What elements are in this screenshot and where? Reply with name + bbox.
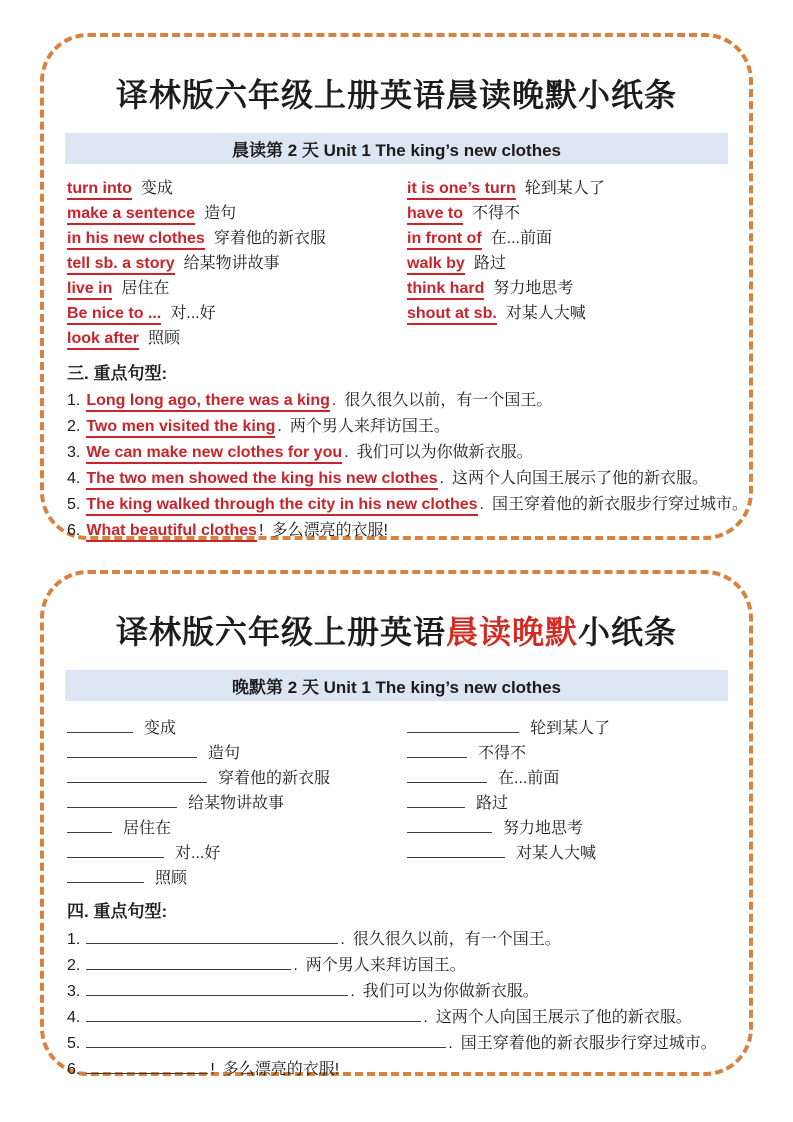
sentence-punctuation: .	[293, 957, 298, 974]
sentence-answer-blank	[86, 927, 338, 944]
sentence-answer-blank	[86, 1005, 421, 1022]
blank-chinese: 路过	[476, 795, 509, 812]
sentence-item	[67, 389, 749, 415]
sentence-punctuation: .	[331, 392, 337, 409]
sentence-answer-blank	[86, 1031, 446, 1048]
key-sentences-heading: 三. 重点句型:	[67, 364, 168, 383]
card-title	[44, 607, 749, 653]
sentence-chinese: 我们可以为你做新衣服。	[362, 983, 539, 1000]
sentence-chinese: 我们可以为你做新衣服。	[356, 444, 533, 461]
blank-item	[67, 865, 407, 890]
phrase-english: have to	[407, 205, 463, 225]
sentence-chinese: 很久很久以前，有一个国王。	[344, 392, 553, 409]
card-title-mid: 晨读晚默	[445, 614, 578, 650]
sentence-blank-item	[67, 1031, 749, 1057]
answer-blank	[67, 716, 133, 733]
sentence-punctuation: .	[344, 444, 349, 461]
phrase-item	[67, 277, 407, 302]
blank-item	[407, 765, 749, 790]
blank-item	[67, 765, 407, 790]
phrase-item	[67, 327, 407, 352]
answer-blank	[67, 741, 197, 758]
phrase-chinese: 居住在	[121, 280, 170, 297]
sentence-chinese: 两个男人来拜访国王。	[289, 418, 450, 435]
sentence-punctuation: .	[439, 470, 444, 487]
sentence-punctuation: .	[350, 983, 355, 1000]
phrase-english: in his new clothes	[67, 230, 205, 250]
sentence-answer-blank	[86, 1057, 208, 1074]
sentence-punctuation: .	[277, 418, 282, 435]
phrase-english: walk by	[407, 255, 465, 275]
sentence-item	[67, 467, 749, 493]
card-title	[44, 70, 749, 116]
sentence-punctuation: !	[210, 1061, 215, 1078]
phrase-item	[67, 202, 407, 227]
sentence-number: 1.	[67, 931, 81, 948]
phrase-english: shout at sb.	[407, 305, 497, 325]
sentence-number: 4.	[67, 470, 81, 487]
blank-item	[67, 840, 407, 865]
answer-blank	[67, 816, 112, 833]
sentence-item	[67, 441, 749, 467]
phrase-english: live in	[67, 280, 112, 300]
sentence-chinese: 这两个人向国王展示了他的新衣服。	[451, 470, 708, 487]
sentence-english: Long long ago, there was a king	[86, 392, 330, 412]
phrase-item	[67, 177, 407, 202]
sentence-english: The king walked through the city in his new clothes	[86, 496, 477, 516]
sentence-blank-item	[67, 979, 749, 1005]
answer-blank	[407, 741, 467, 758]
blank-chinese: 照顾	[155, 870, 188, 887]
unit-header-text: 晨读第 2 天 Unit 1 The king’s new clothes	[231, 141, 562, 160]
blank-chinese: 在...前面	[498, 770, 560, 787]
answer-blank	[67, 866, 144, 883]
phrase-chinese: 路过	[473, 255, 506, 272]
sentence-number: 2.	[67, 957, 81, 974]
phrase-english: Be nice to ...	[67, 305, 161, 325]
phrase-chinese: 对某人大喊	[505, 305, 586, 322]
blank-item	[67, 790, 407, 815]
phrase-item	[407, 227, 749, 252]
blank-chinese: 居住在	[123, 820, 172, 837]
blank-chinese: 努力地思考	[503, 820, 584, 837]
blank-item	[67, 715, 407, 740]
phrase-chinese: 努力地思考	[493, 280, 574, 297]
answer-blank	[407, 791, 465, 808]
sentence-chinese: 多么漂亮的衣服!	[271, 522, 388, 539]
blank-item	[67, 740, 407, 765]
sentence-number: 2.	[67, 418, 81, 435]
sentence-number: 5.	[67, 1035, 81, 1052]
phrase-item	[67, 227, 407, 252]
card-title-mid: 晨读晚默	[445, 77, 578, 113]
phrase-item	[67, 252, 407, 277]
sentence-item	[67, 493, 749, 519]
sentence-english: The two men showed the king his new clothes	[86, 470, 437, 490]
sentence-number: 3.	[67, 444, 81, 461]
sentence-answer-blank	[86, 979, 348, 996]
evening-dictation-card	[40, 570, 753, 1076]
sentence-punctuation: .	[479, 496, 484, 513]
sentence-answer-blank	[86, 953, 291, 970]
phrase-english: in front of	[407, 230, 482, 250]
unit-header-bar	[65, 133, 728, 164]
sentence-punctuation: !	[259, 522, 264, 539]
sentence-english: What beautiful clothes	[86, 522, 257, 542]
phrase-chinese: 给某物讲故事	[183, 255, 280, 272]
phrase-english: turn into	[67, 180, 132, 200]
sentence-english: Two men visited the king	[86, 418, 275, 438]
answer-blank	[407, 716, 519, 733]
phrase-chinese: 穿着他的新衣服	[213, 230, 326, 247]
blank-item	[407, 740, 749, 765]
blank-column-right	[407, 715, 749, 890]
sentence-item	[67, 519, 749, 545]
phrase-english: think hard	[407, 280, 484, 300]
sentence-number: 3.	[67, 983, 81, 1000]
blank-item	[407, 840, 749, 865]
sentence-number: 1.	[67, 392, 81, 409]
blank-chinese: 轮到某人了	[530, 720, 611, 737]
phrase-chinese: 照顾	[148, 330, 181, 347]
answer-blank	[407, 841, 505, 858]
sentence-number: 5.	[67, 496, 81, 513]
blank-chinese: 给某物讲故事	[188, 795, 285, 812]
sentence-blank-list	[67, 927, 749, 1083]
phrase-chinese: 变成	[140, 180, 173, 197]
blank-column-left	[67, 715, 407, 890]
sentence-chinese: 国王穿着他的新衣服步行穿过城市。	[491, 496, 748, 513]
phrase-list	[67, 177, 749, 352]
phrase-item	[407, 302, 749, 327]
blank-chinese: 穿着他的新衣服	[218, 770, 331, 787]
sentence-punctuation: .	[423, 1009, 428, 1026]
answer-blank	[67, 841, 164, 858]
sentence-chinese: 这两个人向国王展示了他的新衣服。	[435, 1009, 692, 1026]
sentence-english: We can make new clothes for you	[86, 444, 342, 464]
sentence-blank-item	[67, 953, 749, 979]
morning-reading-card	[40, 33, 753, 540]
phrase-chinese: 轮到某人了	[524, 180, 605, 197]
key-sentences-heading: 四. 重点句型:	[67, 902, 168, 921]
sentence-blank-item	[67, 1057, 749, 1083]
answer-blank	[407, 766, 487, 783]
phrase-chinese: 在...前面	[490, 230, 552, 247]
answer-blank	[407, 816, 492, 833]
phrase-item	[67, 302, 407, 327]
blank-chinese: 变成	[144, 720, 177, 737]
phrase-item	[407, 252, 749, 277]
sentence-number: 6.	[67, 1061, 81, 1078]
blank-item	[407, 715, 749, 740]
phrase-column-left	[67, 177, 407, 352]
phrase-chinese: 造句	[204, 205, 237, 222]
sentence-chinese: 两个男人来拜访国王。	[305, 957, 466, 974]
dictation-blank-list	[67, 715, 749, 890]
phrase-column-right	[407, 177, 749, 352]
phrase-item	[407, 177, 749, 202]
card-title-suffix: 小纸条	[578, 77, 678, 113]
blank-item	[407, 815, 749, 840]
blank-chinese: 对某人大喊	[516, 845, 597, 862]
phrase-chinese: 不得不	[472, 205, 521, 222]
sentence-punctuation: .	[340, 931, 345, 948]
sentence-blank-item	[67, 927, 749, 953]
blank-item	[67, 815, 407, 840]
answer-blank	[67, 791, 177, 808]
phrase-chinese: 对...好	[170, 305, 216, 322]
phrase-item	[407, 202, 749, 227]
sentence-chinese: 很久很久以前，有一个国王。	[352, 931, 561, 948]
sentence-item	[67, 415, 749, 441]
phrase-english: tell sb. a story	[67, 255, 175, 275]
phrase-english: look after	[67, 330, 139, 350]
card-title-suffix: 小纸条	[578, 614, 678, 650]
unit-header-bar	[65, 670, 728, 701]
card-title-prefix: 译林版六年级上册英语	[115, 614, 446, 650]
sentence-punctuation: .	[448, 1035, 453, 1052]
blank-chinese: 不得不	[478, 745, 527, 762]
sentence-number: 4.	[67, 1009, 81, 1026]
phrase-english: it is one’s turn	[407, 180, 516, 200]
blank-chinese: 造句	[208, 745, 241, 762]
phrase-english: make a sentence	[67, 205, 195, 225]
card-title-prefix: 译林版六年级上册英语	[115, 77, 446, 113]
sentence-list	[67, 389, 749, 545]
sentence-chinese: 国王穿着他的新衣服步行穿过城市。	[460, 1035, 717, 1052]
blank-item	[407, 790, 749, 815]
sentence-blank-item	[67, 1005, 749, 1031]
sentence-chinese: 多么漂亮的衣服!	[222, 1061, 340, 1078]
sentence-number: 6.	[67, 522, 81, 539]
unit-header-text: 晚默第 2 天 Unit 1 The king’s new clothes	[231, 678, 562, 697]
phrase-item	[407, 277, 749, 302]
blank-chinese: 对...好	[175, 845, 221, 862]
answer-blank	[67, 766, 207, 783]
